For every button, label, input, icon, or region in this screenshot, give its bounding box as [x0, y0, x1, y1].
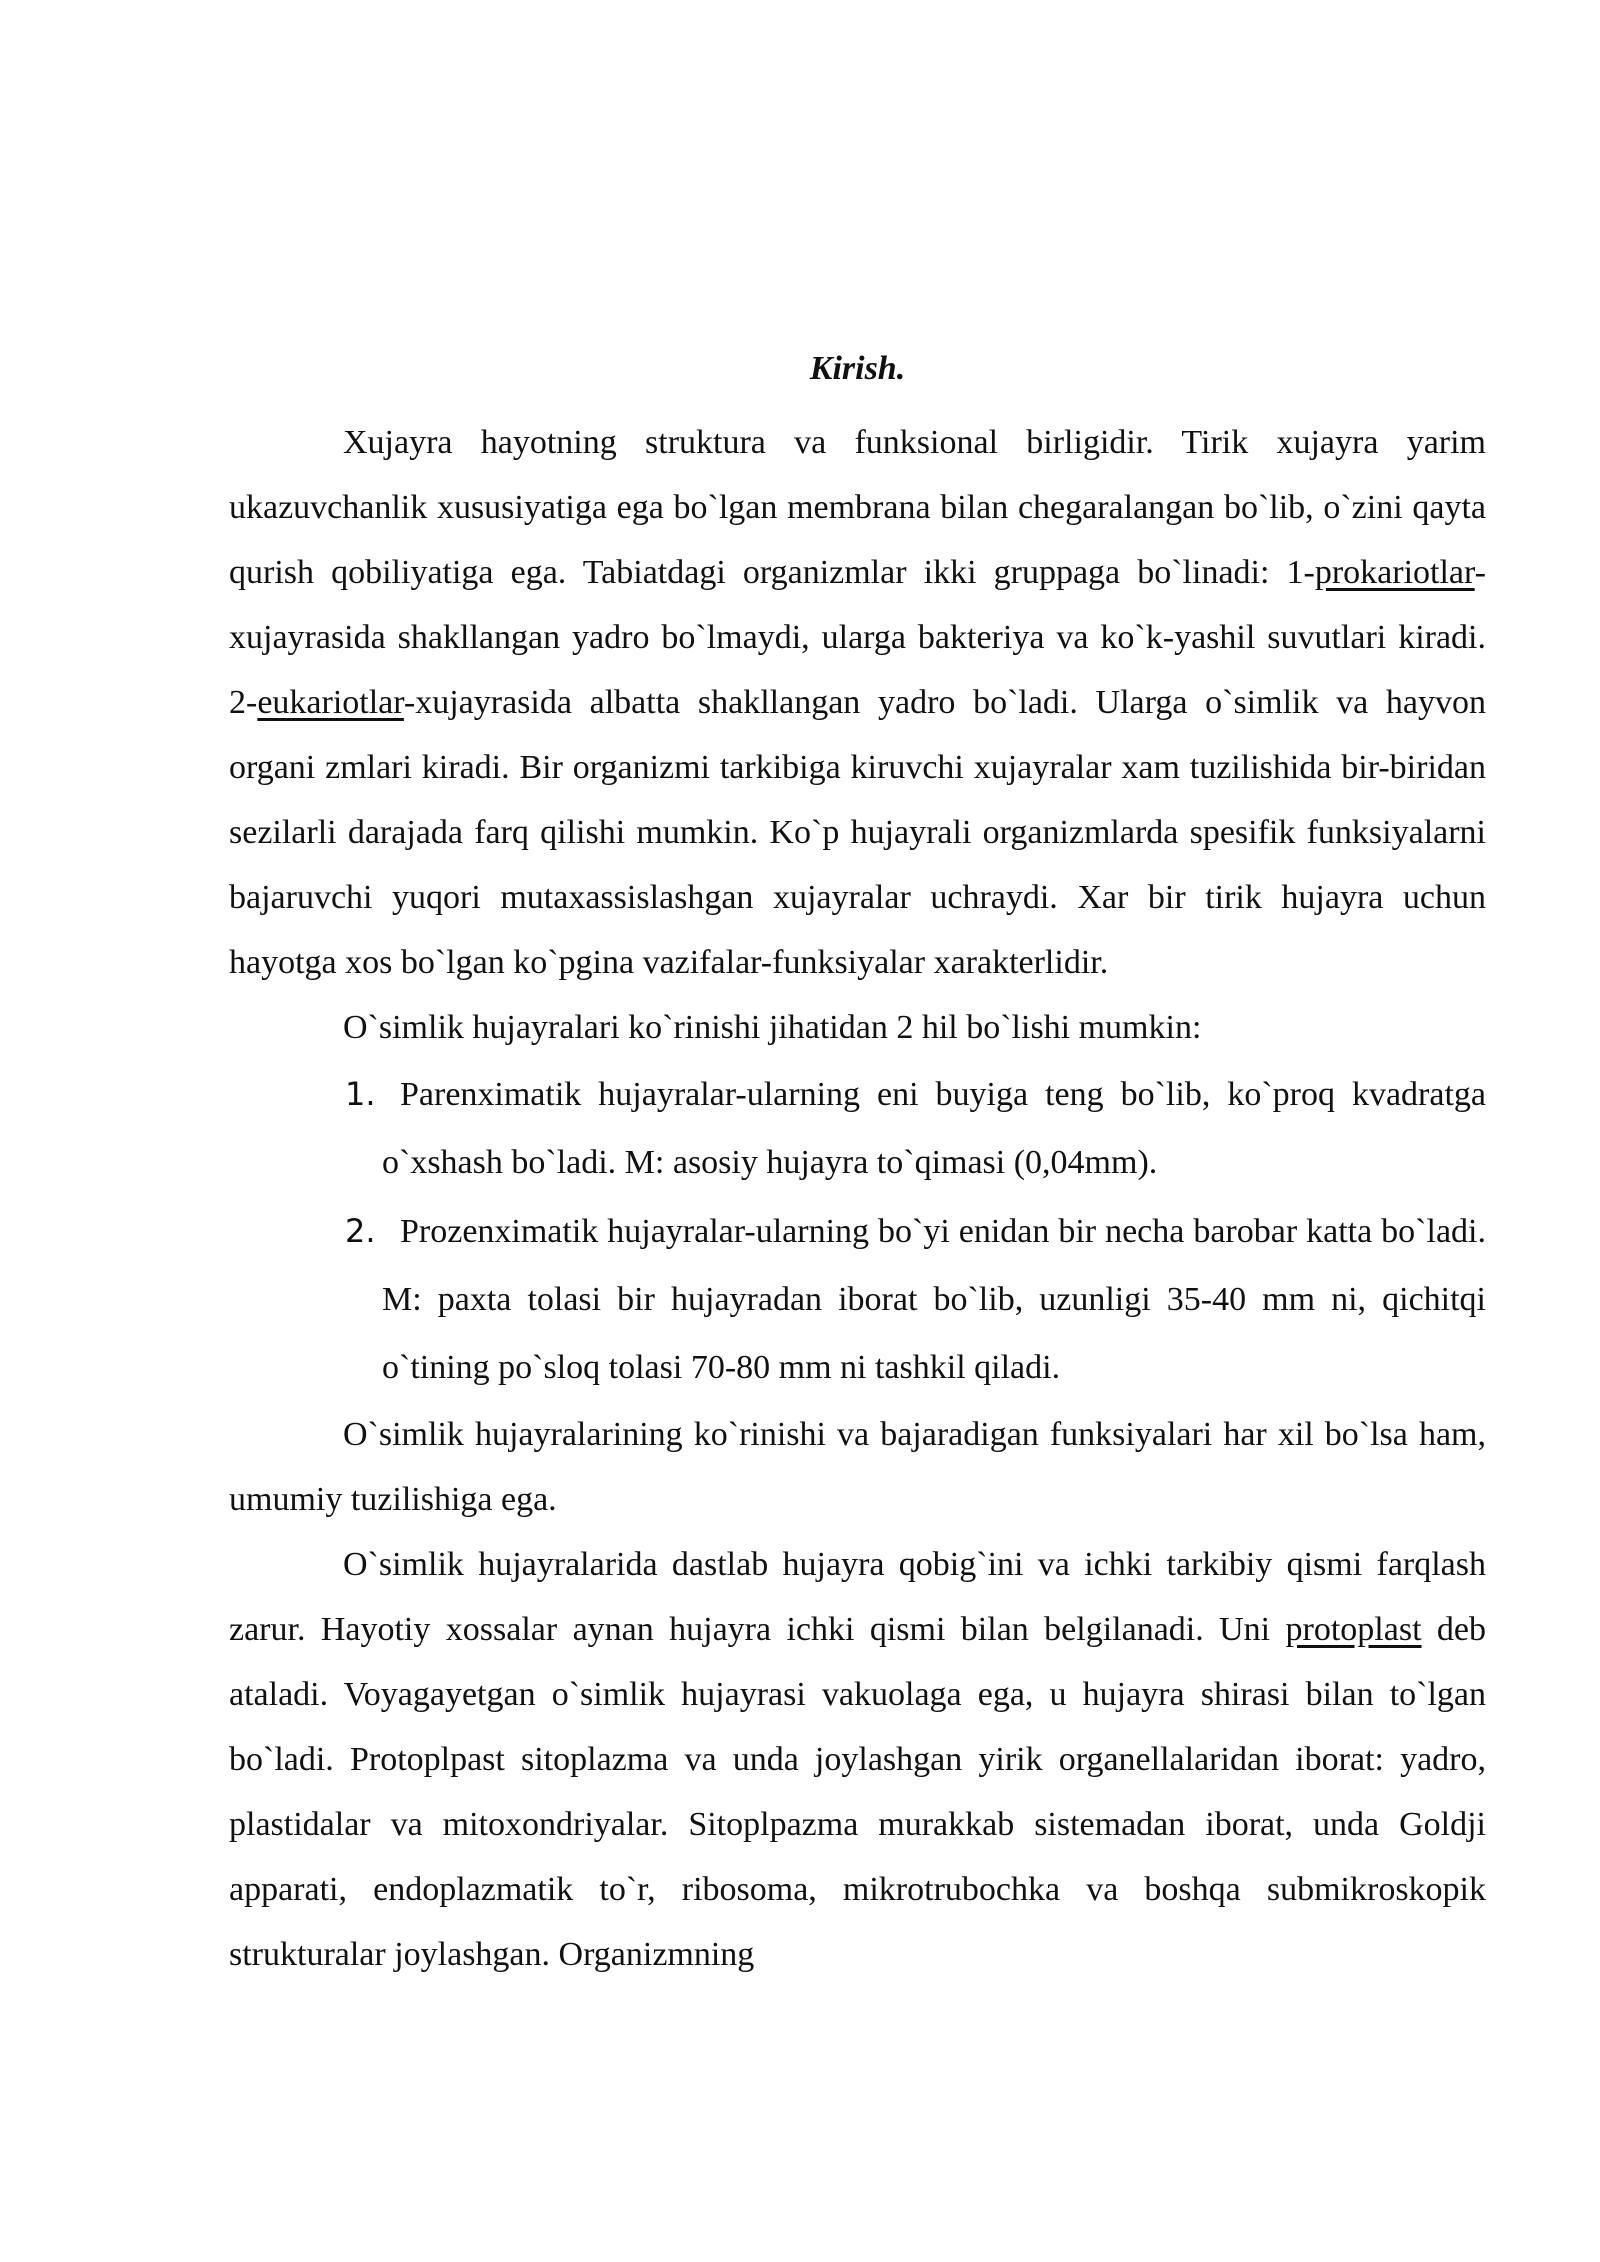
list-item-text: Parenximatik hujayralar-ularning eni buyiga teng bo`lib, ko`proq kvadratga o`xshash bo`ladi. M: asosiy hujayra to`qimasi (0,04mm). — [382, 1076, 1486, 1181]
list-item-number: 1. — [345, 1075, 376, 1113]
link-prokariotlar[interactable]: prokariotlar — [1314, 554, 1475, 591]
paragraph-intro — [229, 410, 1486, 995]
paragraph-intro-text-c: -xujayrasida albatta shakllangan yadro bo`ladi. Ularga o`simlik va hayvon organi zmlari kiradi. Bir organizmi tarkibiga kiruvchi xujayralar xam tuzilishida bir-biridan sezilarli darajada farq qilishi mumkin. Ko`p hujayrali organizmlarda spesifik funksiyalarni bajaruvchi yuqori mutaxassislashgan xujayralar uchraydi. Xar bir tirik hujayra uchun hayotga xos bo`lgan ko`pgina vazifalar-funksiyalar xarakterlidir. — [229, 684, 1486, 981]
link-protoplast[interactable]: protoplast — [1285, 1611, 1422, 1648]
list-item-text: Prozenximatik hujayralar-ularning bo`yi enidan bir necha barobar katta bo`ladi. M: paxta tolasi bir hujayradan iborat bo`lib, uzunligi 35-40 mm ni, qichitqi o`tining po`sloq tolasi 70-80 mm ni tashkil qiladi. — [382, 1213, 1486, 1386]
paragraph-cell-types: O`simlik hujayralari ko`rinishi jihatidan 2 hil bo`lishi mumkin: — [343, 1009, 1202, 1046]
paragraph-protoplast-text-a: O`simlik hujayralarida dastlab hujayra qobig`ini va ichki tarkibiy qismi farqlash zarur. Hayotiy xossalar aynan hujayra ichki qismi bilan belgilanadi. Uni — [229, 1546, 1486, 1648]
list-item-number: 2. — [345, 1212, 376, 1250]
page-title: Kirish. — [809, 350, 906, 387]
list-item — [229, 1060, 1486, 1197]
paragraph-structure: O`simlik hujayralarining ko`rinishi va bajaradigan funksiyalari har xil bo`lsa ham, umumiy tuzilishiga ega. — [229, 1416, 1486, 1518]
paragraph-intro-text-a: Xujayra hayotning struktura va funksional birligidir. Tirik xujayra yarim ukazuvchanlik xususiyatiga ega bo`lgan membrana bilan chegaralangan bo`lib, o`zini qayta qurish qobiliyatiga ega. Tabiatdagi organizmlar ikki gruppaga bo`linadi: 1- — [229, 424, 1486, 591]
document-body — [229, 345, 1486, 1987]
paragraph-intro-text-b: -xujayrasida shakllangan yadro bo`lmaydi, ularga bakteriya va ko`k-yashil suvutlari kiradi. 2- — [229, 554, 1486, 721]
link-eukariotlar[interactable]: eukariotlar — [257, 684, 404, 721]
list-item — [229, 1197, 1486, 1402]
paragraph-protoplast-text-b: deb ataladi. Voyagayetgan o`simlik hujayrasi vakuolaga ega, u hujayra shirasi bilan to`lgan bo`ladi. Protoplpast sitoplazma va unda joylashgan yirik organellalaridan iborat: yadro, plastidalar va mitoxondriyalar. Sitoplpazma murakkab sistemadan iborat, unda Goldji apparati, endoplazmatik to`r, ribosoma, mikrotrubochka va boshqa submikroskopik strukturalar joylashgan. Organizmning — [229, 1611, 1486, 1973]
cell-types-list — [229, 1060, 1486, 1402]
paragraph-protoplast — [229, 1532, 1486, 1987]
